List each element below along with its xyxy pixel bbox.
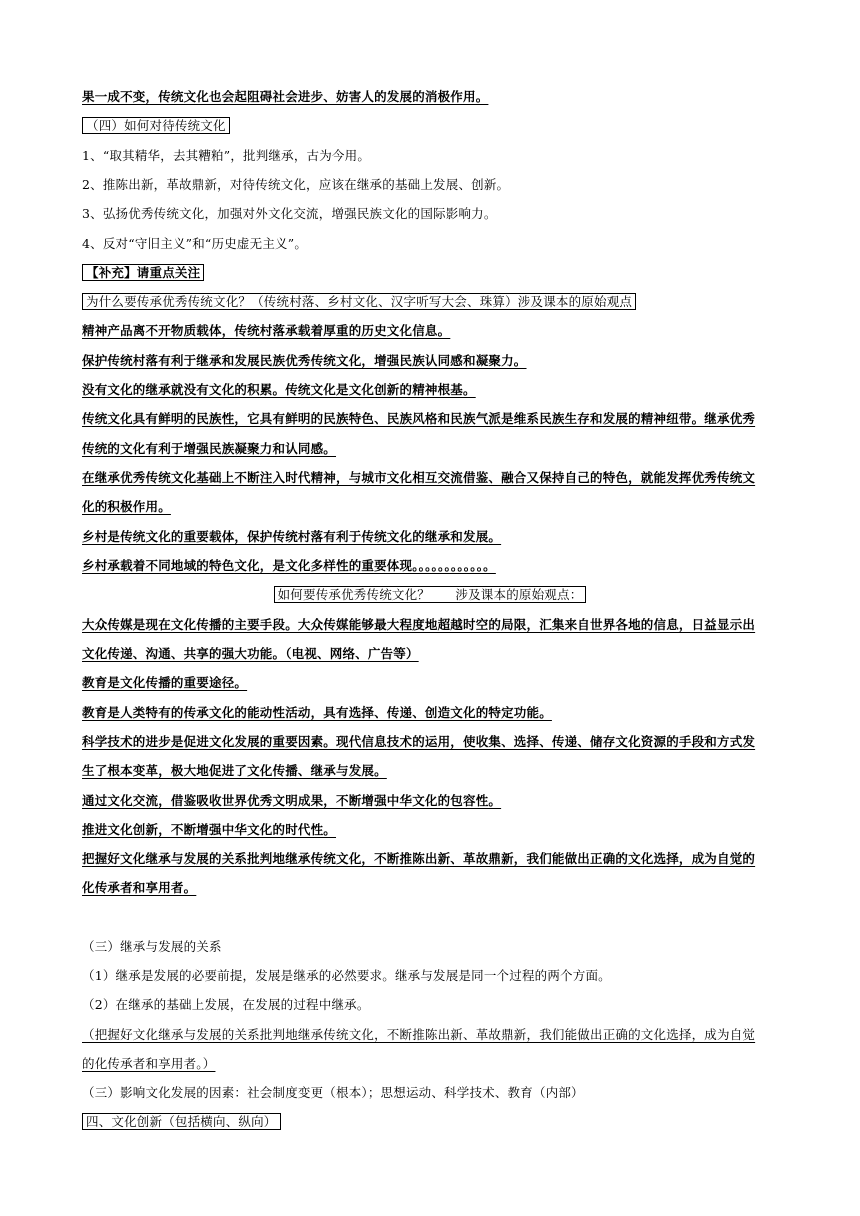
text-line: 科学技术的进步是促进文化发展的重要因素。现代信息技术的运用，使收集、选择、传递、储存文化资源的手段和方式发 [82,734,756,749]
list-item: 1、“取其精华，去其糟粕”，批判继承，古为今用。 [82,148,371,163]
list-item: 3、弘扬优秀传统文化，加强对外文化交流，增强民族文化的国际影响力。 [82,206,497,221]
text-line: （三）影响文化发展的因素：社会制度变更（根本）；思想运动、科学技术、教育（内部） [82,1085,584,1100]
question-heading [82,294,636,310]
text-line: 教育是人类特有的传承文化的能动性活动，具有选择、传递、创造文化的特定功能。 [82,705,552,720]
heading-box: 【补充】请重点关注 [82,264,204,281]
text-line: 化传承者和享用者。 [82,880,197,895]
text-line: 乡村是传统文化的重要载体，保护传统村落有利于传统文化的继承和发展。 [82,529,502,544]
heading-box: 如何要传承优秀传统文化？ 涉及课本的原始观点： [274,586,587,603]
text-line: （2）在继承的基础上发展，在发展的过程中继承。 [82,997,370,1012]
section-heading [82,1114,281,1130]
section-heading [82,118,230,134]
text-line: （把握好文化继承与发展的关系批判地继承传统文化，不断推陈出新、革故鼎新，我们能做出正确的文化选择，成为自觉 [82,1027,756,1042]
text-line: 生了根本变革，极大地促进了文化传播、继承与发展。 [82,763,387,778]
heading-box: （四）如何对待传统文化 [82,117,230,134]
text-line: 传统文化具有鲜明的民族性，它具有鲜明的民族特色、民族风格和民族气派是维系民族生存和发展的精神纽带。继承优秀 [82,411,756,426]
list-item: 4、反对“守旧主义”和“历史虚无主义”。 [82,236,308,251]
question-heading [82,587,778,603]
text-line: 把握好文化继承与发展的关系批判地继承传统文化，不断推陈出新、革故鼎新，我们能做出正确的文化选择，成为自觉的 [82,851,756,866]
list-item: 2、推陈出新，革故鼎新，对待传统文化，应该在继承的基础上发展、创新。 [82,177,510,192]
text-line: 大众传媒是现在文化传播的主要手段。大众传媒能够最大程度地超越时空的局限，汇集来自世界各地的信息，日益显示出 [82,617,756,632]
section-heading: （三）继承与发展的关系 [82,939,222,954]
text-line: 果一成不变，传统文化也会起阻碍社会进步、妨害人的发展的消极作用。 [82,89,489,104]
text-line: 乡村承载着不同地域的特色文化，是文化多样性的重要体现。。。。。。。。。。。。 [82,558,496,573]
text-line: 通过文化交流，借鉴吸收世界优秀文明成果，不断增强中华文化的包容性。 [82,793,502,808]
supplement-heading [82,265,204,281]
text-line: 的化传承者和享用者。） [82,1056,216,1071]
text-line: 教育是文化传播的重要途径。 [82,675,248,690]
text-line: 化的积极作用。 [82,499,171,514]
text-line: 推进文化创新，不断增强中华文化的时代性。 [82,822,337,837]
text-line: 保护传统村落有利于继承和发展民族优秀传统文化，增强民族认同感和凝聚力。 [82,353,527,368]
text-line: （1）继承是发展的必要前提，发展是继承的必然要求。继承与发展是同一个过程的两个方面。 [82,968,611,983]
text-line: 精神产品离不开物质载体，传统村落承载着厚重的历史文化信息。 [82,323,451,338]
heading-box: 为什么要传承优秀传统文化？（传统村落、乡村文化、汉字听写大会、珠算）涉及课本的原始观点 [82,293,636,310]
text-line: 在继承优秀传统文化基础上不断注入时代精神，与城市文化相互交流借鉴、融合又保持自己的特色，就能发挥优秀传统文 [82,470,756,485]
text-line: 没有文化的继承就没有文化的积累。传统文化是文化创新的精神根基。 [82,382,476,397]
heading-box: 四、文化创新（包括横向、纵向） [82,1113,281,1130]
text-line: 文化传递、沟通、共享的强大功能。（电视、网络、广告等） [82,646,419,661]
text-line: 传统的文化有利于增强民族凝聚力和认同感。 [82,441,337,456]
